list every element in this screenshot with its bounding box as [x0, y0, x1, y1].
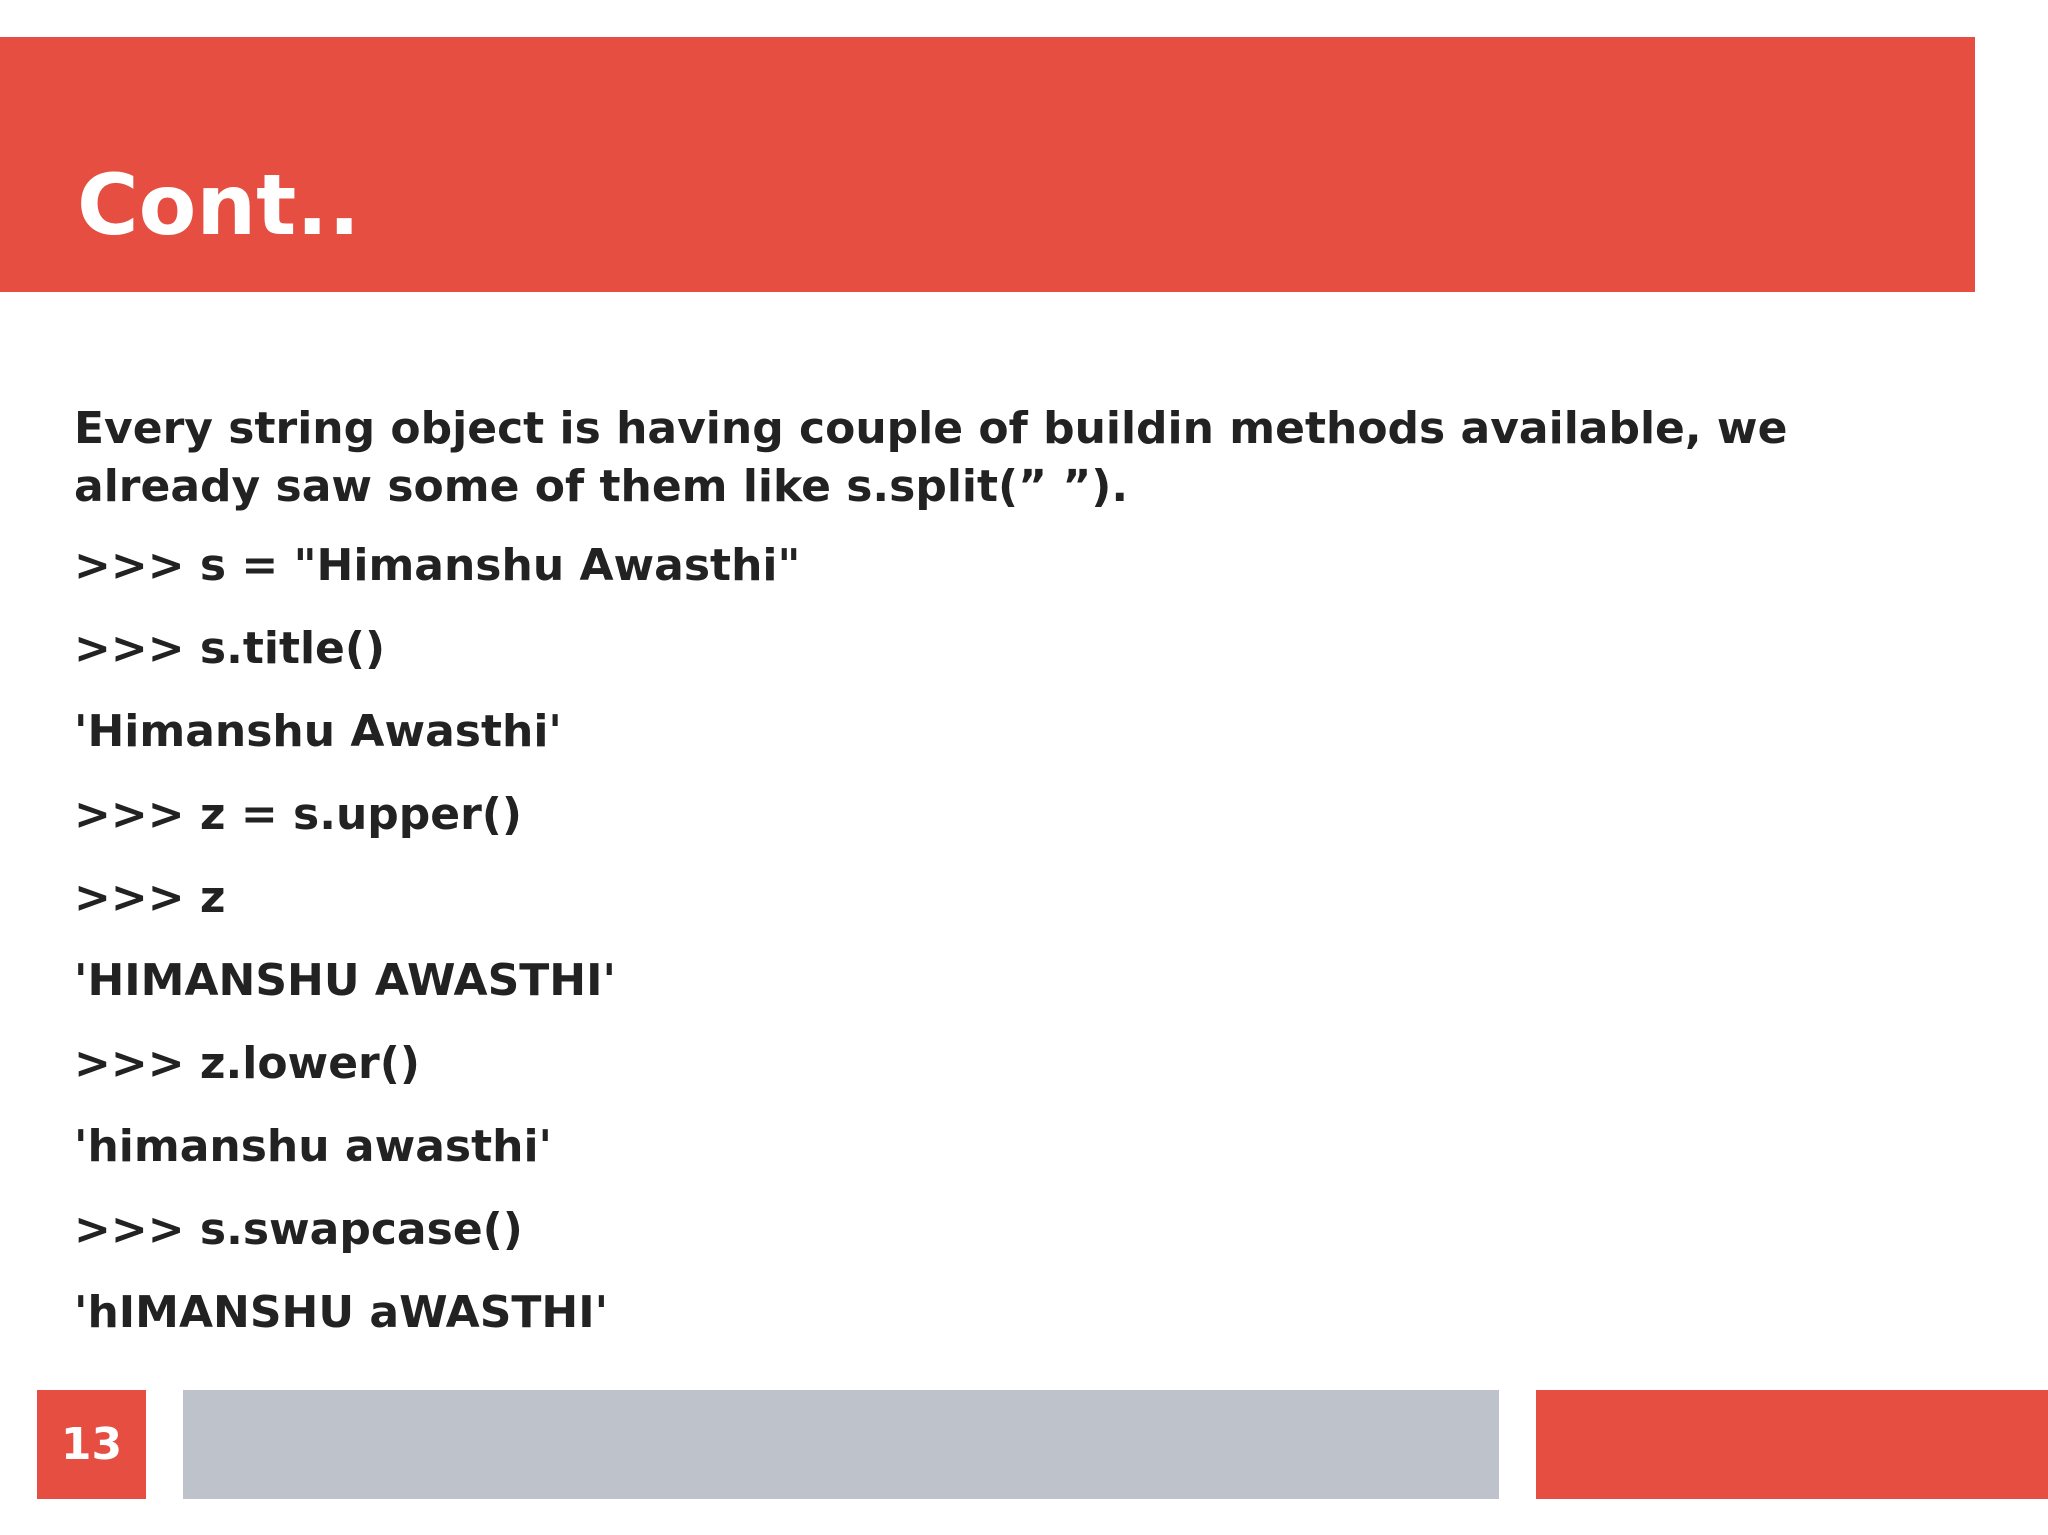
- code-line: >>> s.title(): [74, 623, 386, 674]
- footer-accent-bar: [1536, 1390, 2048, 1499]
- code-line: 'himanshu awasthi': [74, 1121, 553, 1172]
- footer-gray-bar: [183, 1390, 1499, 1499]
- code-line: 'Himanshu Awasthi': [74, 706, 562, 757]
- code-line: 'hIMANSHU aWASTHI': [74, 1287, 609, 1338]
- code-line: >>> z = s.upper(): [74, 789, 523, 840]
- code-line: >>> s.swapcase(): [74, 1204, 523, 1255]
- page-number: 13: [60, 1419, 123, 1470]
- page-number-box: [37, 1390, 146, 1499]
- code-line: >>> z.lower(): [74, 1038, 420, 1089]
- code-line: >>> s = "Himanshu Awasthi": [74, 540, 801, 591]
- code-line: 'HIMANSHU AWASTHI': [74, 955, 616, 1006]
- slide-title: Cont..: [77, 156, 361, 254]
- slide-content: [74, 400, 1954, 1339]
- code-line: >>> z: [74, 872, 226, 923]
- intro-paragraph: Every string object is having couple of buildin methods available, we already saw some of them like s.split(” ”).: [74, 403, 1788, 512]
